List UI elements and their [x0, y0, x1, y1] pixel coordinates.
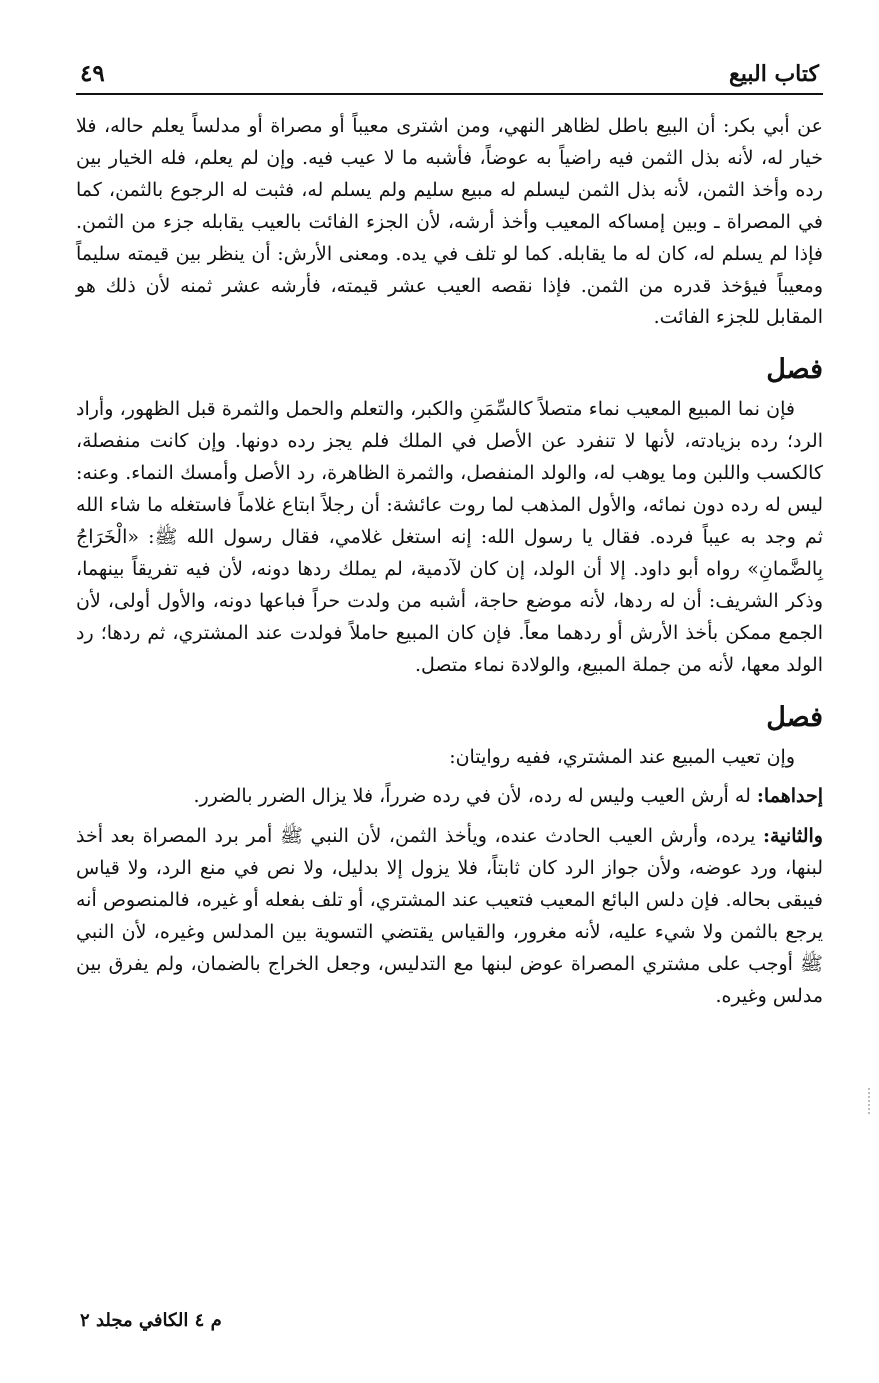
second-narration [76, 821, 823, 1012]
first-narration-label: إحداهما: [756, 785, 823, 808]
margin-mark [868, 1088, 872, 1114]
second-narration-label: والثانية: [763, 825, 823, 848]
signature-mark: م ٤ الكافي مجلد ٢ [80, 1310, 222, 1331]
section-heading-1: فصل [766, 354, 823, 386]
section-heading-2: فصل [766, 701, 823, 733]
section-2-intro: وإن تعيب المبيع عند المشتري، ففيه روايتان: [449, 745, 795, 768]
first-narration [76, 781, 823, 813]
page-number: ٤٩ [80, 60, 105, 87]
running-head [76, 60, 823, 95]
first-narration-text: له أرش العيب وليس له رده، لأن في رده ضرراً، فلا يزال الضرر بالضرر. [193, 785, 757, 808]
intro-paragraph: عن أبي بكر: أن البيع باطل لظاهر النهي، ومن اشترى معيباً أو مصراة أو مدلساً يعلم حاله، فلا خيار له، لأنه بذل الثمن فيه راضياً به عوضاً، فأشبه ما لا عيب فيه. وإن لم يعلم، فله الخيار بين رده وأخذ الثمن، لأنه بذل الثمن ليسلم له مبيع سليم ولم يسلم له، فثبت له الرجوع بالثمن، كما في المصراة ـ وبين إمساكه المعيب وأخذ أرشه، لأن الجزء الفائت بالعيب يقابله جزء من الثمن. فإذا لم يسلم له، كان له ما يقابله. كما لو تلف في يده. ومعنى الأرش: أن ينظر بين قيمته سليماً ومعيباً فيؤخذ قدره من الثمن. فإذا نقصه العيب عشر قيمته، فأرشه عشر ثمنه لأن ذلك هو المقابل للجزء الفائت. [76, 115, 823, 329]
second-narration-text: يرده، وأرش العيب الحادث عنده، ويأخذ الثمن، لأن النبي ﷺ أمر برد المصراة بعد أخذ لبنها، ورد عوضه، ولأن جواز الرد كان ثابتاً، فلا يزول إلا بدليل، ولا نص في منع الرد، ولا قياس فيبقى بحاله. فإن دلس البائع المعيب فتعيب عند المشتري، أو تلف بفعله أو غيره، فالمنصوص أنه يرجع بالثمن ولا شيء عليه، لأنه مغرور، والقياس يقتضي التسوية بين المدلس وغيره، لأن النبي ﷺ أوجب على مشتري المصراة عوض لبنها مع التدليس، وجعل الخراج بالضمان، ولم يفرق بين مدلس وغيره. [76, 825, 823, 1007]
page-footer [0, 1310, 879, 1350]
chapter-title: كتاب البيع [729, 61, 819, 87]
section-1-paragraph: فإن نما المبيع المعيب نماء متصلاً كالسِّمَنِ والكبر، والتعلم والحمل والثمرة قبل الظهور، وأراد الرد؛ رده بزيادته، لأنها لا تنفرد عن الأصل في الملك فلم يجز رده دونها. وإن كانت منفصلة، كالكسب واللبن وما يوهب له، والولد المنفصل، والثمرة الظاهرة، رد الأصل وأمسك النماء. وعنه: ليس له رده دون نمائه، والأول المذهب لما روت عائشة: أن رجلاً ابتاع غلاماً فاستغله ما شاء الله ثم وجد به عيباً فرده. فقال يا رسول الله: إنه استغل غلامي، فقال رسول الله ﷺ: «الْخَرَاجُ بِالضَّمانِ» رواه أبو داود. إلا أن الولد، إن كان لآدمية، لم يملك ردها دونه، لأن فيه تفريقاً بينهما، وذكر الشريف: أن له ردها، لأنه موضع حاجة، أشبه من ولدت حراً فباعها دونه، والأول أولى، لأن الجمع ممكن بأخذ الأرش أو ردهما معاً. فإن كان المبيع حاملاً فولدت عند المشتري، ثم ردها؛ رد الولد معها، لأنه من جملة المبيع، والولادة نماء متصل. [76, 398, 823, 676]
